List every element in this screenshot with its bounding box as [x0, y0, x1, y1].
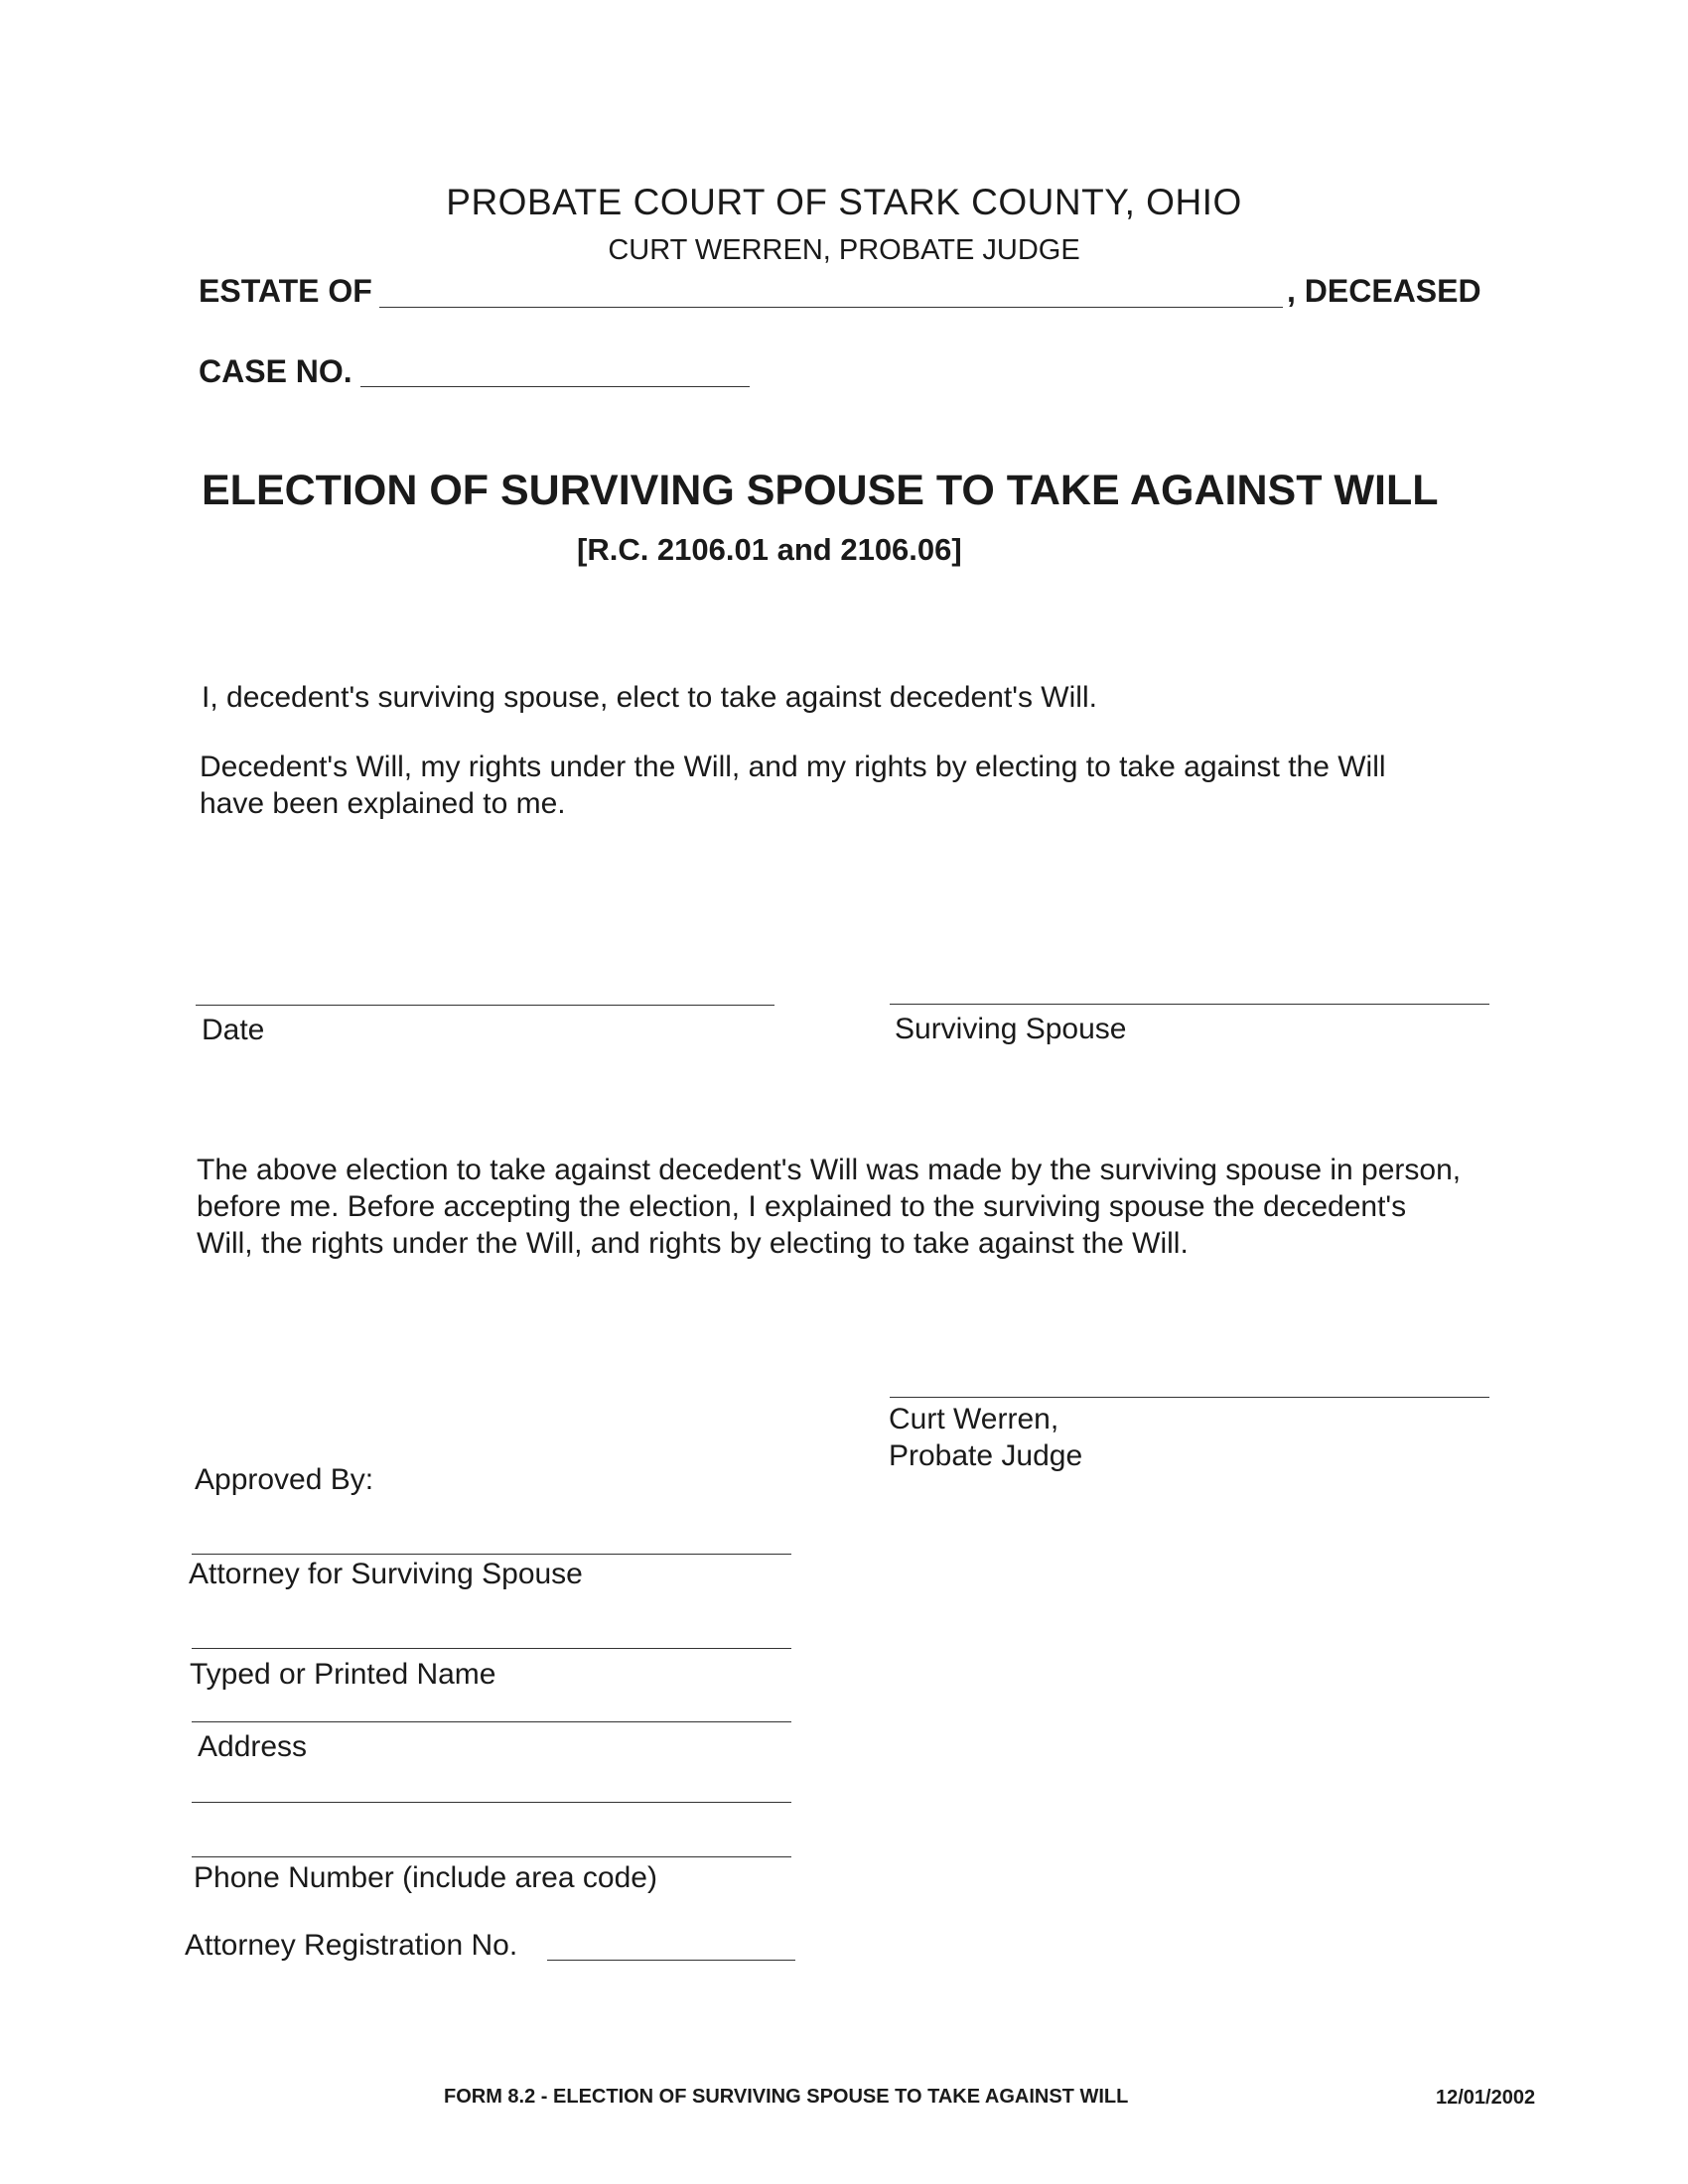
footer-date: 12/01/2002 [1436, 2087, 1536, 2109]
phone-number-field[interactable] [192, 1856, 791, 1857]
judge-header: CURT WERREN, PROBATE JUDGE [608, 234, 1080, 266]
address-line-1-field[interactable] [192, 1721, 791, 1722]
estate-name-field[interactable] [379, 307, 1283, 308]
attorney-label: Attorney for Surviving Spouse [189, 1558, 583, 1590]
form-title: ELECTION OF SURVIVING SPOUSE TO TAKE AGAINST WILL [202, 467, 1439, 514]
judge-title: Probate Judge [889, 1439, 1083, 1472]
case-number-field[interactable] [360, 386, 750, 387]
judge-signature-field[interactable] [890, 1397, 1489, 1398]
judge-statement-line-1: The above election to take against decedent's Will was made by the surviving spouse in person, [197, 1154, 1462, 1186]
judge-name: Curt Werren, [889, 1403, 1059, 1435]
explanation-line-1: Decedent's Will, my rights under the Will, and my rights by electing to take against the Will [200, 751, 1386, 783]
registration-number-field[interactable] [547, 1960, 795, 1961]
statute-reference: [R.C. 2106.01 and 2106.06] [577, 532, 962, 567]
spouse-signature-field[interactable] [890, 1004, 1489, 1005]
registration-label: Attorney Registration No. [185, 1929, 518, 1962]
footer-form-title: FORM 8.2 - ELECTION OF SURVIVING SPOUSE TO TAKE AGAINST WILL [444, 2086, 1129, 2108]
deceased-label: , DECEASED [1287, 273, 1481, 309]
address-line-2-field[interactable] [192, 1802, 791, 1803]
date-label: Date [202, 1014, 265, 1046]
approved-by-label: Approved By: [195, 1463, 374, 1496]
surviving-spouse-label: Surviving Spouse [895, 1013, 1127, 1045]
explanation-line-2: have been explained to me. [200, 787, 566, 820]
case-number-label: CASE NO. [199, 353, 352, 389]
attorney-signature-field[interactable] [192, 1554, 791, 1555]
judge-statement-line-3: Will, the rights under the Will, and rights by electing to take against the Will. [197, 1227, 1189, 1260]
printed-name-field[interactable] [192, 1648, 791, 1649]
phone-number-label: Phone Number (include area code) [194, 1861, 657, 1894]
court-title: PROBATE COURT OF STARK COUNTY, OHIO [446, 182, 1242, 222]
address-label: Address [198, 1730, 308, 1763]
printed-name-label: Typed or Printed Name [190, 1658, 496, 1691]
judge-statement-line-2: before me. Before accepting the election, I explained to the surviving spouse the decedent's [197, 1190, 1407, 1223]
date-field[interactable] [196, 1005, 774, 1006]
election-statement: I, decedent's surviving spouse, elect to take against decedent's Will. [202, 681, 1097, 714]
estate-label: ESTATE OF [199, 273, 372, 309]
